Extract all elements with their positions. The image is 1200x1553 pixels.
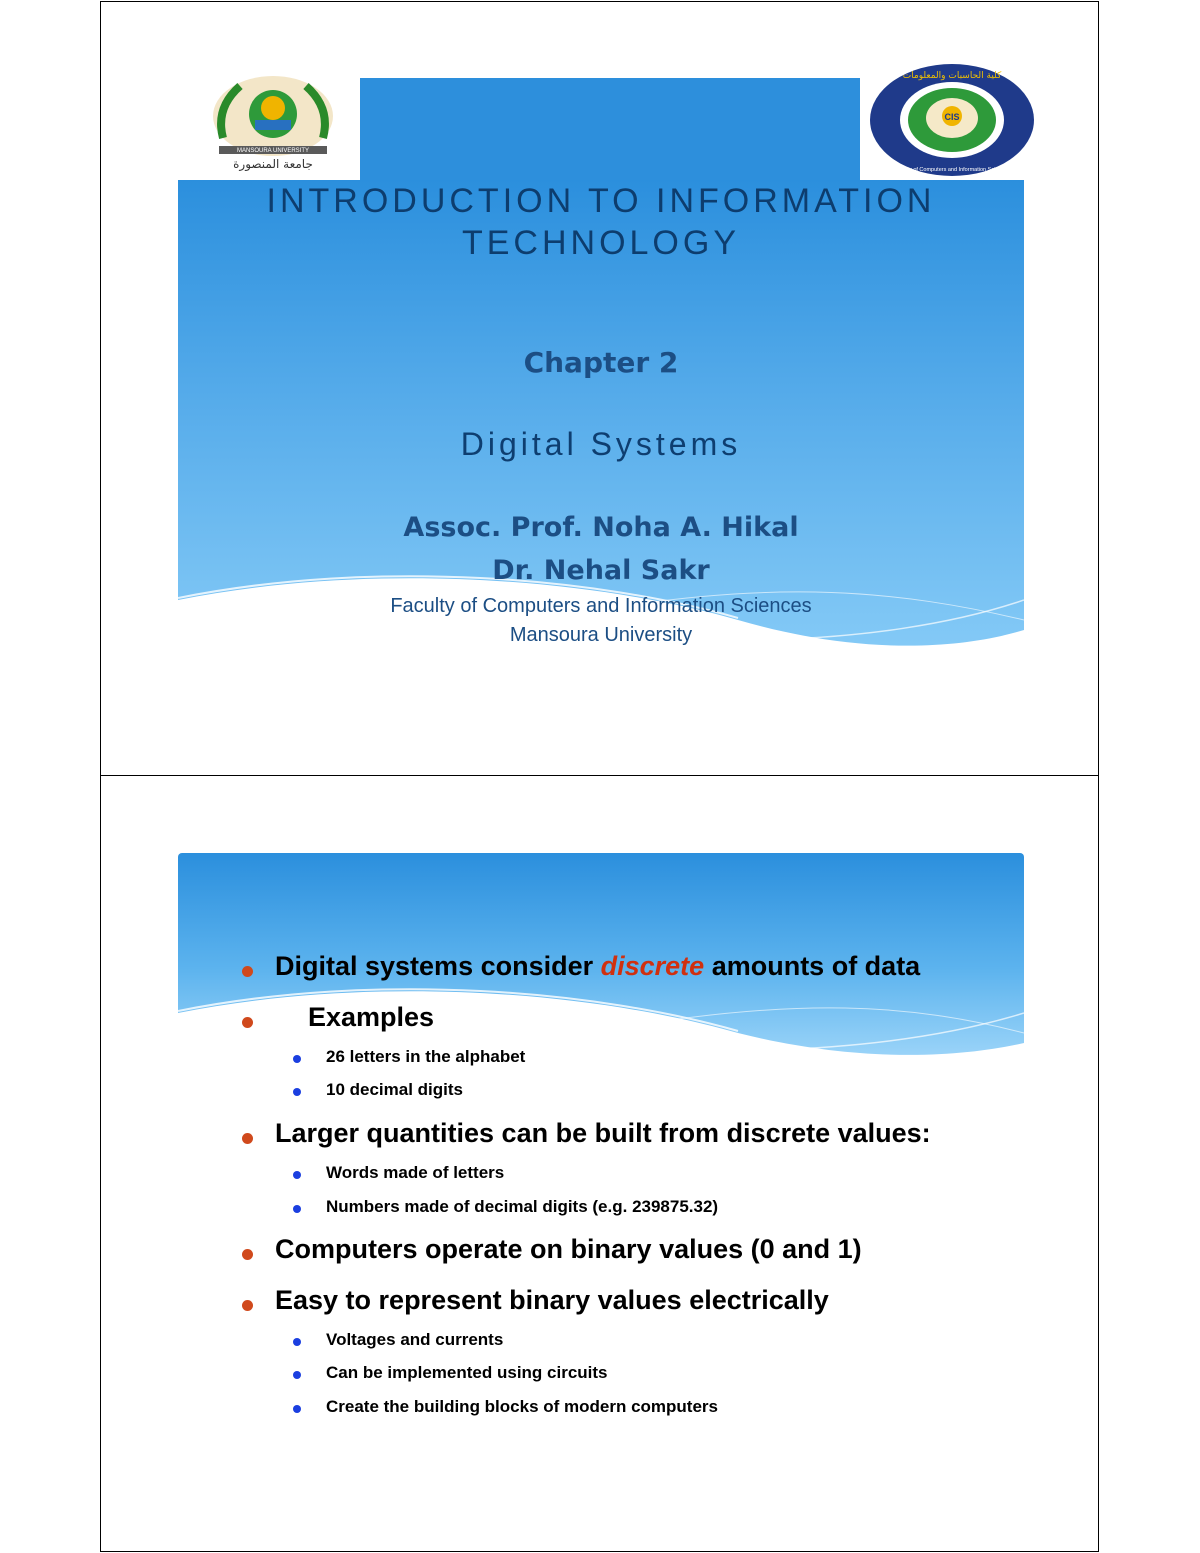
sub-bullet-item: Can be implemented using circuits: [326, 1363, 608, 1382]
bullet-marker: [242, 1300, 253, 1311]
bullet-text: amounts of data: [704, 951, 921, 981]
content-slide: [100, 775, 1099, 1552]
title-slide: [100, 1, 1099, 776]
bullet-marker: [242, 1249, 253, 1260]
sub-bullet-marker: [293, 1055, 301, 1063]
bullet-marker: [242, 1017, 253, 1028]
sub-bullet-item: 10 decimal digits: [326, 1080, 463, 1099]
chapter-subtitle: Digital Systems: [460, 426, 742, 462]
svg-text:كلية الحاسبات والمعلومات: كلية الحاسبات والمعلومات: [902, 71, 1002, 81]
sub-bullet-marker: [293, 1338, 301, 1346]
faculty-logo: [861, 60, 1043, 180]
sub-bullet-item: 26 letters in the alphabet: [326, 1047, 526, 1066]
sub-bullet-marker: [293, 1205, 301, 1213]
presentation-title: INTRODUCTION TO INFORMATION TECHNOLOGY: [266, 182, 936, 262]
bullet-item: Examples: [308, 1002, 435, 1032]
sub-bullet-item: Numbers made of decimal digits (e.g. 239875.32): [326, 1197, 719, 1216]
title-top-bar: [360, 78, 860, 182]
sub-bullet-marker: [293, 1371, 301, 1379]
faculty-name: Faculty of Computers and Information Sciences: [390, 595, 812, 617]
svg-text:Faculty of Computers and Infor: Faculty of Computers and Information Sciences: [894, 167, 1010, 173]
svg-text:MANSOURA UNIVERSITY: MANSOURA UNIVERSITY: [236, 148, 310, 154]
sub-bullet-item: Create the building blocks of modern computers: [326, 1397, 718, 1416]
svg-text:جامعة المنصورة: جامعة المنصورة: [233, 157, 313, 171]
emphasis-word: discrete: [600, 951, 705, 981]
university-logo: [185, 68, 361, 178]
sub-bullet-marker: [293, 1405, 301, 1413]
sub-bullet-marker: [293, 1088, 301, 1096]
bullet-item: Larger quantities can be built from discrete values:: [275, 1118, 931, 1148]
bullet-marker: [242, 1133, 253, 1144]
chapter-label: Chapter 2: [523, 346, 679, 379]
university-name: Mansoura University: [509, 624, 693, 646]
author-1: Assoc. Prof. Noha A. Hikal: [403, 512, 799, 543]
bullet-item: Computers operate on binary values (0 and 1): [275, 1234, 862, 1264]
author-2: Dr. Nehal Sakr: [492, 555, 710, 586]
sub-bullet-marker: [293, 1171, 301, 1179]
sub-bullet-item: Voltages and currents: [326, 1330, 504, 1349]
bullet-list: [101, 776, 1098, 1551]
bullet-item: Easy to represent binary values electrically: [275, 1285, 829, 1315]
bullet-text: Digital systems consider: [275, 951, 601, 981]
sub-bullet-item: Words made of letters: [326, 1163, 505, 1182]
bullet-item: [275, 951, 920, 982]
bullet-marker: [242, 966, 253, 977]
svg-text:CIS: CIS: [944, 112, 960, 122]
